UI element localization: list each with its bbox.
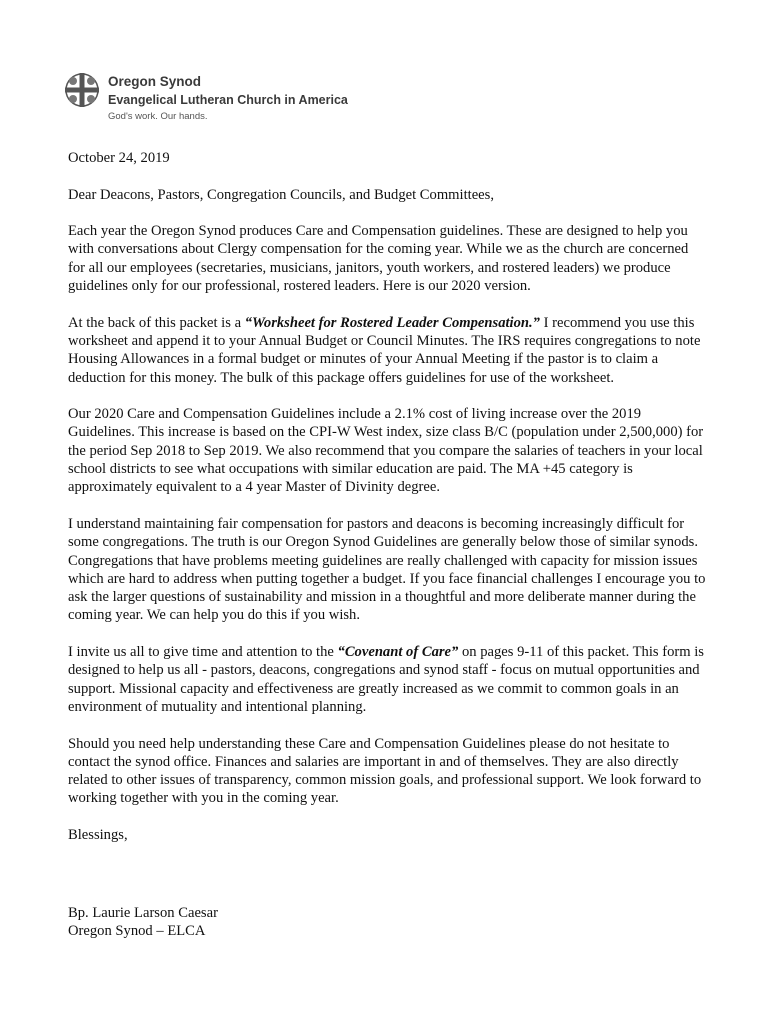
paragraph-3: Our 2020 Care and Compensation Guidelines include a 2.1% cost of living increase over the 2019 Guidelines. This increase is based on the CPI-W West index, size class B/C (population under 2,500,000) for the period Sep 2018 to Sep 2019. We also recommend that you compare the salaries of teachers in your local school districts to see what occupations with similar education are paid. The MA +45 category is approximately equivalent to a 4 year Master of Divinity degree. xyxy=(68,406,704,496)
worksheet-title: “Worksheet for Rostered Leader Compensation.” xyxy=(244,314,540,331)
letter-date: October 24, 2019 xyxy=(68,150,170,166)
letterhead-logo xyxy=(64,70,364,130)
paragraph-2-end: I recommend you use this worksheet and append it to your Annual Budget or Council Minutes. The IRS requires congregations to note Housing Allowances in a formal budget or minutes of your Annual Meeting if the pastor is to claim a deduction for this money. The bulk of this package offers guidelines for use of the worksheet. xyxy=(68,314,701,386)
letterhead-org-name: Oregon Synod xyxy=(108,74,202,89)
signature-name: Bp. Laurie Larson Caesar xyxy=(68,905,218,921)
paragraph-2-start: At the back of this packet is a xyxy=(68,314,245,331)
covenant-title: “Covenant of Care” xyxy=(337,644,459,661)
letter-salutation: Dear Deacons, Pastors, Congregation Councils, and Budget Committees, xyxy=(68,186,494,203)
paragraph-5-start: I invite us all to give time and attention to the xyxy=(68,644,338,661)
paragraph-5 xyxy=(68,643,708,716)
paragraph-6: Should you need help understanding these Care and Compensation Guidelines please do not hesitate to contact the synod office. Finances and salaries are important in and of themselves. They are also directly related to other issues of transparency, common mission goals, and professional support. We look forward to working together with you in the coming year. xyxy=(68,735,702,807)
letter-body xyxy=(68,149,708,844)
paragraph-2 xyxy=(68,314,708,387)
letterhead-church-name: Evangelical Lutheran Church in America xyxy=(108,93,348,107)
letter-closing: Blessings, xyxy=(68,826,128,843)
paragraph-5-end: on pages 9-11 of this packet. This form is designed to help us all - pastors, deacons, congregations and synod staff - focus on mutual opportunities and support. Missional capacity and effectiveness are greatly increased as we commit to common goals in an environment of mutuality and intentional planning. xyxy=(68,644,704,715)
paragraph-4: I understand maintaining fair compensation for pastors and deacons is becoming increasingly difficult for some congregations. The truth is our Oregon Synod Guidelines are generally below those of similar synods. Congregations that have problems meeting guidelines are really challenged with capacity for mission issues which are hard to address when putting together a budget. If you face financial challenges I encourage you to ask the larger questions of sustainability and mission in a thoughtful and more deliberate manner during the coming year. We can help you do this if you wish. xyxy=(68,515,706,624)
letterhead-tagline: God's work. Our hands. xyxy=(108,111,208,122)
signature-block xyxy=(68,904,218,941)
paragraph-1: Each year the Oregon Synod produces Care and Compensation guidelines. These are designed to help you with conversations about Clergy compensation for the coming year. While we as the church are concerned for all our employees (secretaries, musicians, janitors, youth workers, and rostered leaders) we produce guidelines only for our professional, rostered leaders. Here is our 2020 version. xyxy=(68,223,689,295)
elca-cross-icon xyxy=(64,72,100,108)
signature-org: Oregon Synod – ELCA xyxy=(68,923,206,940)
